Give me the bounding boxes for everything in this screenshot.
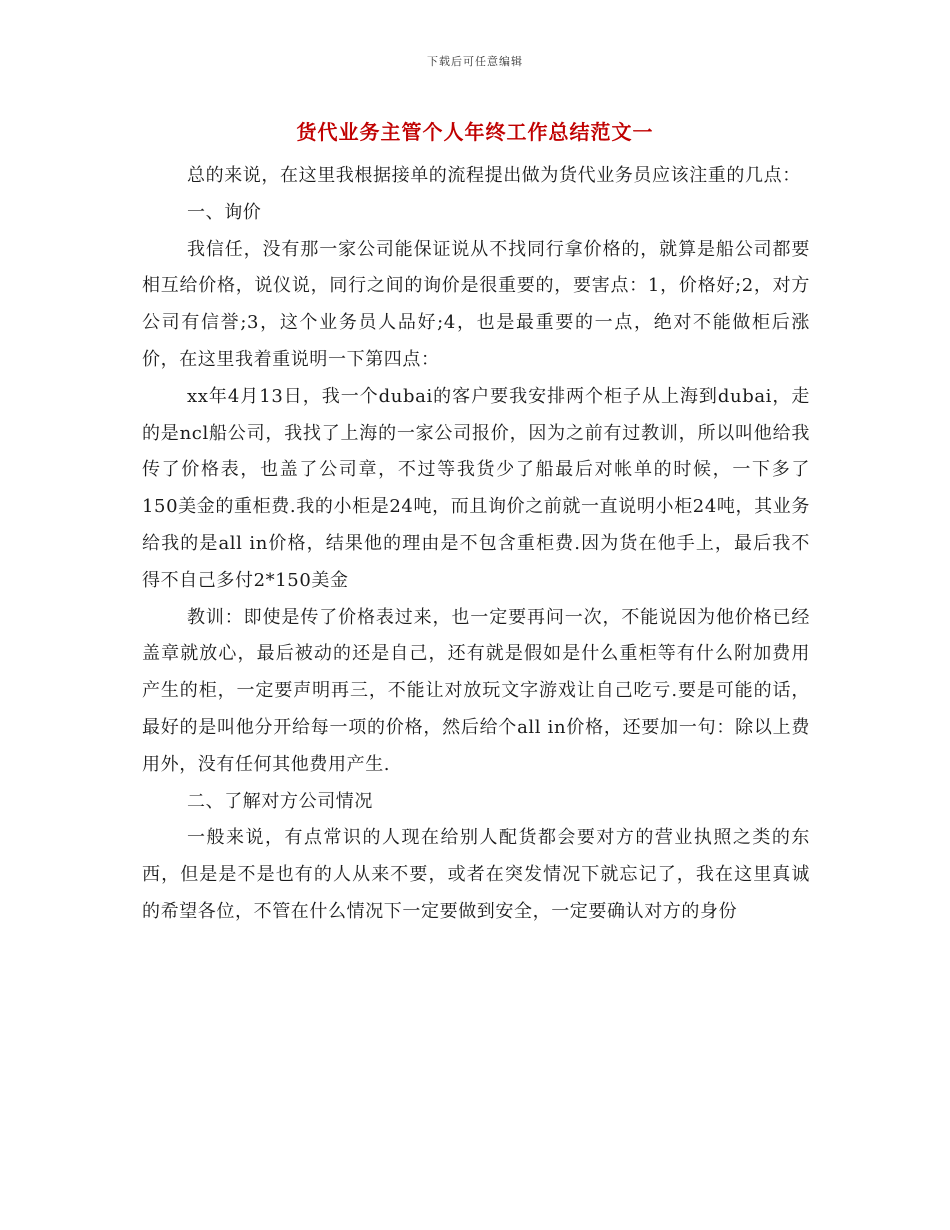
paragraph-inquiry: 我信任，没有那一家公司能保证说从不找同行拿价格的，就算是船公司都要相互给价格，说仪说，同行之间的询价是很重要的，要害点：1，价格好;2，对方公司有信誉;3，这个业务员人品好;4，也是最重要的一点，绝对不能做柜后涨价，在这里我着重说明一下第四点： (142, 238, 810, 370)
document-title: 货代业务主管个人年终工作总结范文一 (296, 120, 654, 144)
document-body (142, 158, 810, 931)
paragraph-company: 一般来说，有点常识的人现在给别人配货都会要对方的营业执照之类的东西，但是是不是也有的人从来不要，或者在突发情况下就忘记了，我在这里真诚的希望各位，不管在什么情况下一定要做到安全，一定要确认对方的身份 (142, 827, 810, 922)
header-note: 下载后可任意编辑 (427, 55, 523, 68)
paragraph-intro: 总的来说，在这里我根据接单的流程提出做为货代业务员应该注重的几点： (187, 165, 801, 186)
paragraph-lesson: 教训：即使是传了价格表过来，也一定要再问一次，不能说因为他价格已经盖章就放心，最后被动的还是自己，还有就是假如是什么重柜等有什么附加费用产生的柜，一定要声明再三，不能让对放玩文字游戏让自己吃亏.要是可能的话，最好的是叫他分开给每一项的价格，然后给个all in价格，还要加一句：除以上费用外，没有任何其他费用产生. (142, 606, 810, 775)
section-heading-inquiry: 一、询价 (187, 201, 262, 223)
section-heading-company: 二、了解对方公司情况 (187, 790, 373, 812)
paragraph-example: xx年4月13日，我一个dubai的客户要我安排两个柜子从上海到dubai，走的是ncl船公司，我找了上海的一家公司报价，因为之前有过教训，所以叫他给我传了价格表，也盖了公司章，不过等我货少了船最后对帐单的时候，一下多了150美金的重柜费.我的小柜是24吨，而且询价之前就一直说明小柜24吨，其业务给我的是all in价格，结果他的理由是不包含重柜费.因为货在他手上，最后我不得不自己多付2*150美金 (142, 385, 810, 591)
